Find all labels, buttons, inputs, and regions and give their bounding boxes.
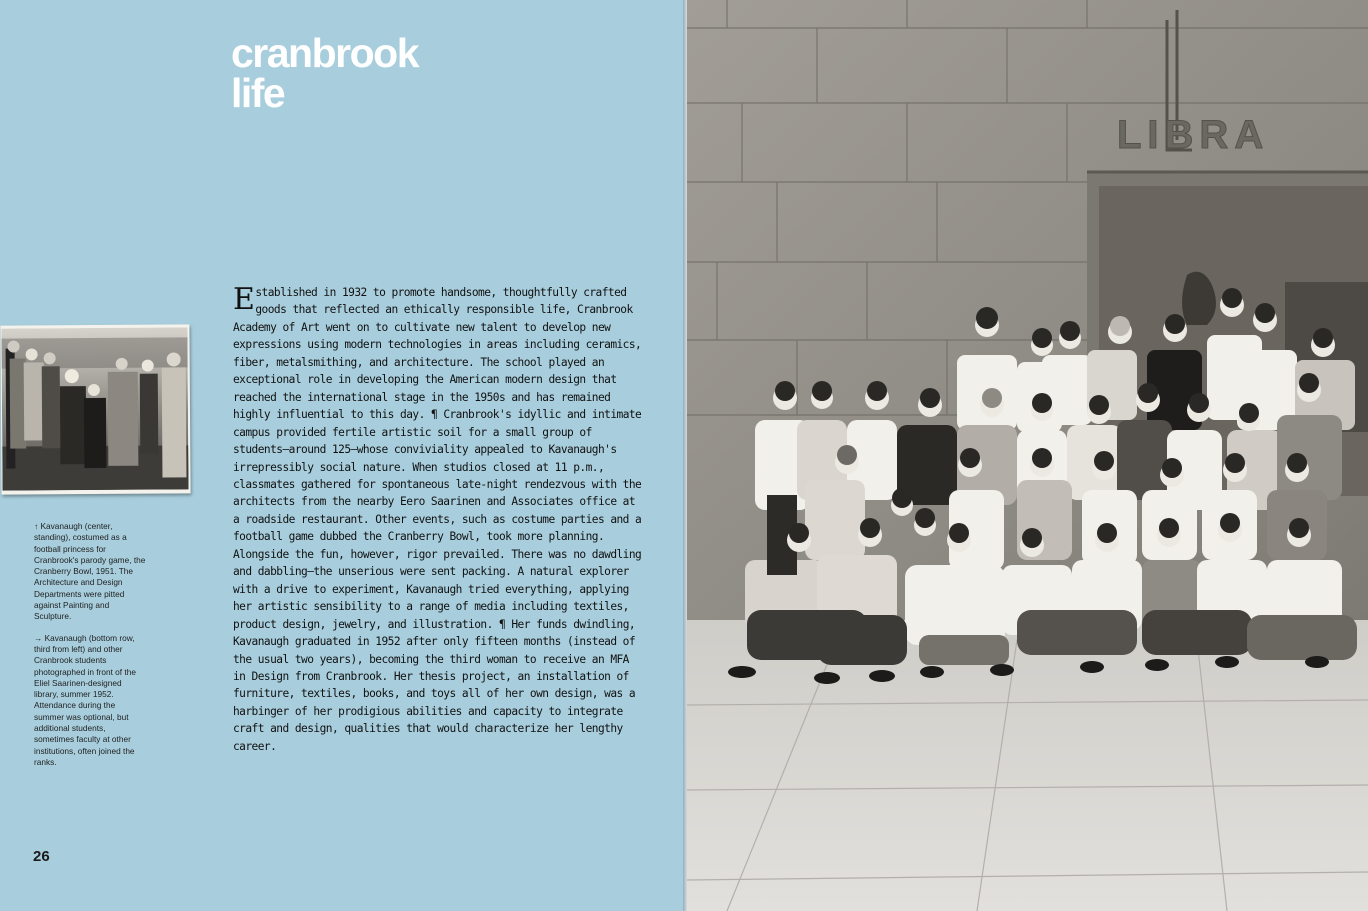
library-sign: LIBRA <box>1117 113 1270 157</box>
caption-costume: ↑ Kavanaugh (center, standing), costumed as a football princess for Cranbrook's parody game, the Cranberry Bowl, 1951. The Architecture and Design Departments were pitted against Painting and Sculpture. <box>34 521 146 622</box>
left-page <box>0 0 683 911</box>
costume-party-photo <box>0 324 190 494</box>
drop-cap: E <box>233 282 255 317</box>
body-paragraph-3: Her funds dwindling, Kavanaugh graduated in 1952 after only fifteen months (instead of the usual two years), becoming the third woman to receive an MFA in Design from Cranbrook. Her thesis project, an installation of furniture, textiles, books, and toys all of her own design, was a harbinger of her prodigious abilities and capacity to integrate craft and design, qualities that would characterize her lengthy career. <box>233 617 636 753</box>
chapter-title <box>231 30 418 116</box>
title-line-1: cranbrook <box>231 30 418 76</box>
caption-group-photo: → Kavanaugh (bottom row, third from left) and other Cranbrook students photographed in front of the Eliel Saarinen-designed library, summer 1952. Attendance during the summer was optional, but additional students, sometimes faculty at other institutions, often joined the ranks. <box>34 632 136 767</box>
pilcrow-2: ¶ <box>498 617 506 631</box>
pilcrow-1: ¶ <box>430 408 438 422</box>
photo-captions <box>34 521 146 778</box>
group-photo <box>687 0 1368 911</box>
body-paragraph-2: Cranbrook's idyllic and intimate campus provided fertile artistic soil for a small group of students—around 125—whose conviviality appealed to Kavanaugh's irrepressibly social nature. When studios closed at 11 p.m., classmates gathered for spontaneous late-night rendezvous with the architects from the nearby Eero Saarinen and Associates office at a roadside restaurant. Other events, such as costume parties and a football game dubbed the Cranberry Bowl, took more planning. Alongside the fun, however, rigor prevailed. There was no dawdling and dabbling—the unserious were sent packing. A natural explorer with a drive to experiment, Kavanaugh tried everything, applying her artistic sensibility to a range of media including textiles, product design, jewelry, and illustration. <box>233 408 642 631</box>
body-paragraph-1: stablished in 1932 to promote handsome, thoughtfully crafted goods that reflected an ethically responsible life, Cranbrook Academy of Art went on to cultivate new talent to develop new expressions using modern technologies in areas including ceramics, fiber, metalsmithing, and architecture. The school played an exceptional role in developing the American modern design that reached the international stage in the 1950s and has remained highly influential to this day. <box>233 286 642 422</box>
page-number: 26 <box>33 848 50 865</box>
title-line-2: life <box>231 70 285 116</box>
right-page <box>687 0 1368 911</box>
body-text <box>233 284 643 755</box>
